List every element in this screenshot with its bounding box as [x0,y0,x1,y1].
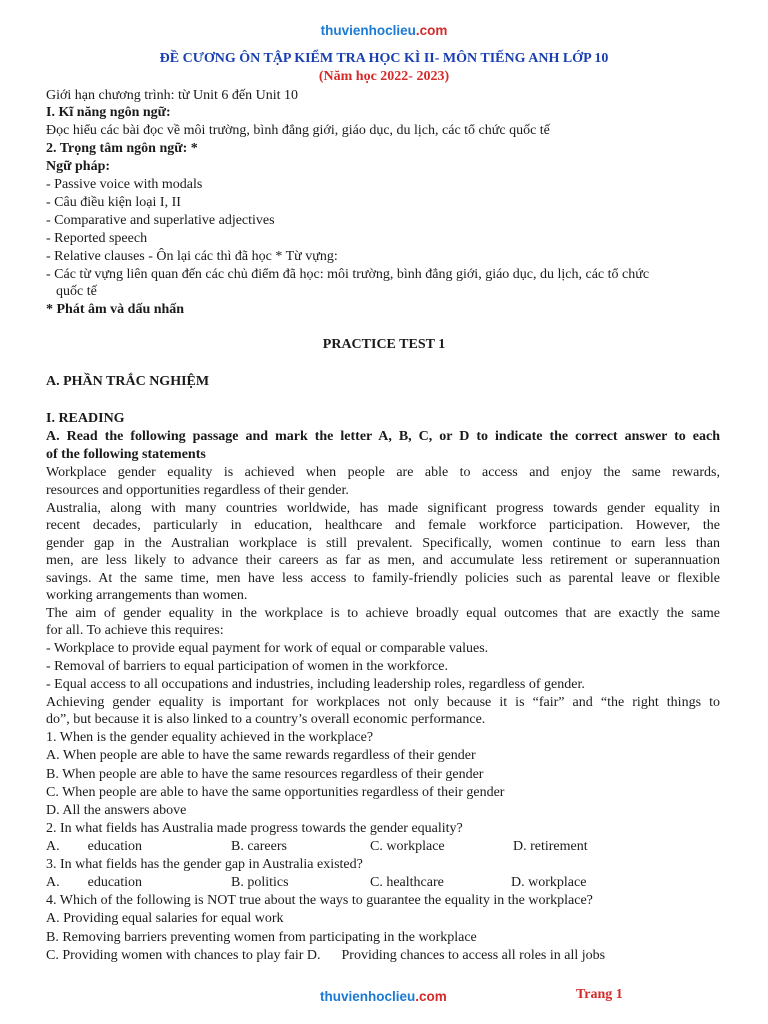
pronunciation-heading: * Phát âm và dấu nhấn [46,302,185,317]
passage-line: The aim of gender equality in the workplace is to achieve broadly equal outcomes that are exactly the same [46,606,720,621]
grammar-item: - Các từ vựng liên quan đến các chủ điểm đã học: môi trường, bình đẳng giới, giáo dục, du lịch, các tổ chức [46,267,650,282]
passage-line: Australia, along with many countries worldwide, has made significant progress towards gender equality in [46,501,720,516]
question-3-stem: 3. In what fields has the gender gap in Australia existed? [46,857,363,872]
passage-line: - Removal of barriers to equal participation of women in the workforce. [46,659,448,674]
instruction-line: A. Read the following passage and mark the letter A, B, C, or D to indicate the correct answer to each [46,429,720,444]
footer-site-tld: .com [415,989,447,1004]
grammar-item: - Reported speech [46,231,148,246]
passage-line: - Equal access to all occupations and industries, including leadership roles, regardless of gender. [46,677,585,692]
question-1-option-a: A. When people are able to have the same rewards regardless of their gender [46,748,476,763]
skills-heading: I. Kĩ năng ngôn ngữ: [46,105,171,120]
practice-test-title: PRACTICE TEST 1 [322,337,446,352]
passage-line: resources and opportunities regardless of their gender. [46,483,349,498]
question-4-option-c-d: C. Providing women with chances to play fair D. Providing chances to access all roles in all jobs [46,948,606,963]
passage-line: working arrangements than women. [46,588,248,603]
grammar-item: - Passive voice with modals [46,177,203,192]
reading-heading: I. READING [46,411,125,426]
passage-line: do”, but because it is also linked to a country’s overall economic performance. [46,712,486,727]
passage-line: for all. To achieve this requires: [46,623,224,638]
question-3-option-b: B. politics [231,875,289,890]
question-3-option-d: D. workplace [511,875,587,890]
header-site-tld: .com [415,23,448,38]
passage-line: - Workplace to provide equal payment for work of equal or comparable values. [46,641,489,656]
school-year: (Năm học 2022- 2023) [318,69,450,84]
question-2-stem: 2. In what fields has Australia made progress towards the gender equality? [46,821,463,836]
question-3-option-c: C. healthcare [370,875,444,890]
question-3-option-a: A. education [46,875,143,890]
header-site-link[interactable] [0,22,768,39]
program-scope: Giới hạn chương trình: từ Unit 6 đến Unit 10 [46,88,299,103]
grammar-item: quốc tế [56,284,97,299]
question-1-option-b: B. When people are able to have the same resources regardless of their gender [46,767,484,782]
grammar-item: - Relative clauses - Ôn lại các thì đã học * Từ vựng: [46,249,338,264]
grammar-item: - Comparative and superlative adjectives [46,213,275,228]
grammar-item: - Câu điều kiện loại I, II [46,195,181,210]
question-4-option-b: B. Removing barriers preventing women from participating in the workplace [46,930,477,945]
passage-line: gender gap in the Australian workplace is still prevalent. Specifically, women continue to earn less than [46,536,720,551]
question-1-option-d: D. All the answers above [46,803,187,818]
passage-line: recent decades, particularly in education, healthcare and female workforce participation. However, the [46,518,720,533]
question-4-stem: 4. Which of the following is NOT true about the ways to guarantee the equality in the workplace? [46,893,593,908]
skills-text: Đọc hiểu các bài đọc về môi trường, bình đẳng giới, giáo dục, du lịch, các tổ chức quốc tế [46,123,550,138]
grammar-heading: Ngữ pháp: [46,159,111,174]
passage-line: men, are less likely to advance their careers as far as men, and accumulate less retirement or superannuation [46,553,720,568]
passage-line: Workplace gender equality is achieved when people are able to access and enjoy the same rewards, [46,465,720,480]
page-number: Trang 1 [576,987,623,1002]
footer-site-link[interactable] [320,988,447,1005]
question-4-option-a: A. Providing equal salaries for equal work [46,911,284,926]
question-1-stem: 1. When is the gender equality achieved in the workplace? [46,730,374,745]
question-2-option-a: A. education [46,839,143,854]
question-2-option-b: B. careers [231,839,287,854]
question-1-option-c: C. When people are able to have the same opportunities regardless of their gender [46,785,505,800]
footer-site-name: thuvienhoclieu [320,989,416,1004]
section-a-heading: A. PHẦN TRẮC NGHIỆM [46,374,210,389]
instruction-line: of the following statements [46,447,206,462]
header-site-name: thuvienhoclieu [320,23,416,38]
document-title: ĐỀ CƯƠNG ÔN TẬP KIỂM TRA HỌC KÌ II- MÔN TIẾNG ANH LỚP 10 [159,51,609,66]
question-2-option-c: C. workplace [370,839,445,854]
focus-heading: 2. Trọng tâm ngôn ngữ: * [46,141,198,156]
question-2-option-d: D. retirement [513,839,588,854]
passage-line: savings. At the same time, men have less access to family-friendly policies such as parental leave or flexible [46,571,720,586]
passage-line: Achieving gender equality is important for workplaces not only because it is “fair” and “the right things to [46,695,720,710]
